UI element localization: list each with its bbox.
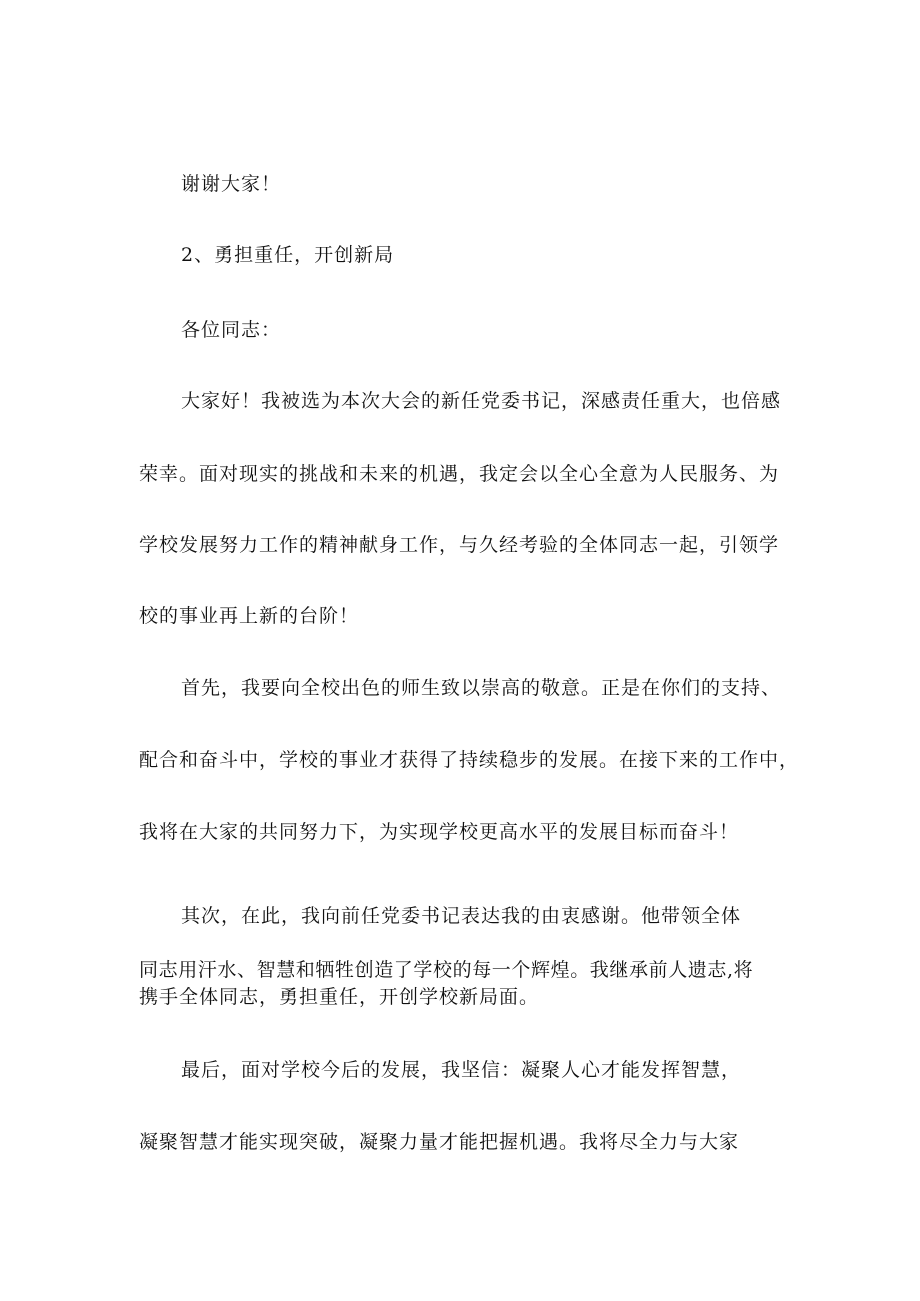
paragraph-line: 首先，我要向全校出色的师生致以崇高的敬意。正是在你们的支持、	[181, 677, 782, 699]
paragraph-line: 我将在大家的共同努力下，为实现学校更高水平的发展目标而奋斗！	[139, 821, 740, 843]
paragraph-line: 荣幸。面对现实的挑战和未来的机遇，我定会以全心全意为人民服务、为	[139, 463, 780, 485]
paragraph-line: 最后，面对学校今后的发展，我坚信：凝聚人心才能发挥智慧，	[181, 1059, 742, 1081]
paragraph-line: 凝聚智慧才能实现突破，凝聚力量才能把握机遇。我将尽全力与大家	[139, 1131, 740, 1153]
salutation: 各位同志：	[181, 319, 282, 341]
paragraph-line: 配合和奋斗中，学校的事业才获得了持续稳步的发展。在接下来的工作中，	[139, 749, 800, 771]
paragraph-line: 大家好！我被选为本次大会的新任党委书记，深感责任重大，也倍感	[181, 390, 782, 412]
paragraph-line: 携手全体同志，勇担重任，开创学校新局面。	[139, 986, 540, 1008]
paragraph-line: 其次，在此，我向前任党委书记表达我的由衷感谢。他带领全体	[181, 905, 742, 927]
paragraph-line: 同志用汗水、智慧和牺牲创造了学校的每一个辉煌。我继承前人遗志,将	[139, 959, 754, 981]
closing-thanks: 谢谢大家！	[181, 173, 282, 195]
paragraph-line: 校的事业再上新的台阶！	[139, 605, 360, 627]
paragraph-line: 学校发展努力工作的精神献身工作，与久经考验的全体同志一起，引领学	[139, 534, 780, 556]
section-heading: 2、勇担重任，开创新局	[181, 244, 395, 266]
